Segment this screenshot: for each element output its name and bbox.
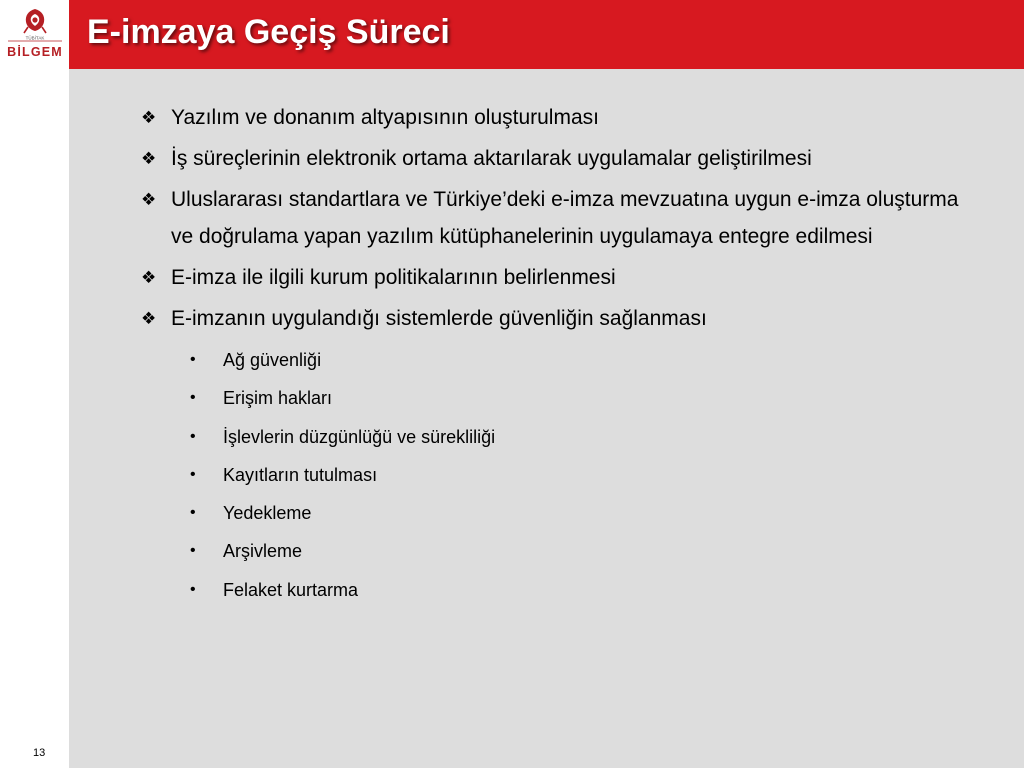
sub-bullet-list (171, 341, 965, 609)
sub-bullet-text: Yedekleme (223, 503, 312, 524)
sub-bullet-text: İşlevlerin düzgünlüğü ve sürekliliği (223, 426, 496, 447)
round-bullet-icon: • (190, 504, 196, 522)
tubitak-emblem-icon (24, 9, 46, 33)
diamond-bullet-icon: ❖ (141, 268, 157, 287)
sub-bullet-item (181, 571, 965, 609)
sub-bullet-item (181, 456, 965, 494)
sub-bullet-item (181, 418, 965, 456)
bullet-text: Uluslararası standartlara ve Türkiye’deki e-imza mevzuatına uygun e-imza oluşturma ve doğrulama yapan yazılım kütüphanelerinin uygulamaya entegre edilmesi (171, 188, 959, 248)
logo-small-text: TÜBİTAK (25, 35, 45, 41)
round-bullet-icon: • (190, 427, 196, 445)
round-bullet-icon: • (190, 351, 196, 368)
round-bullet-icon: • (190, 580, 196, 598)
sub-bullet-text: Arşivleme (223, 541, 303, 562)
sub-bullet-item (181, 532, 965, 570)
title-bar (69, 0, 1024, 69)
sub-bullet-item (181, 494, 965, 532)
bullet-item (135, 181, 965, 255)
diamond-bullet-icon: ❖ (141, 108, 157, 127)
sub-bullet-text: Felaket kurtarma (223, 579, 359, 600)
bullet-item (135, 140, 965, 177)
slide-title: E-imzaya Geçiş Süreci (87, 13, 450, 51)
round-bullet-icon: • (190, 542, 196, 560)
bullet-item (135, 99, 965, 136)
tubitak-bilgem-logo (4, 6, 66, 64)
bullet-item (135, 259, 965, 296)
bullet-text: İş süreçlerinin elektronik ortama aktarılarak uygulamalar geliştirilmesi (171, 147, 812, 170)
bullet-text: E-imza ile ilgili kurum politikalarının belirlenmesi (171, 266, 616, 289)
diamond-bullet-icon: ❖ (141, 190, 157, 209)
sub-bullet-text: Kayıtların tutulması (223, 464, 378, 485)
content-area (69, 69, 1024, 768)
bullet-text: E-imzanın uygulandığı sistemlerde güvenliğin sağlanması (171, 307, 707, 330)
bullet-text: Yazılım ve donanım altyapısının oluşturulması (171, 106, 599, 129)
logo-brand-text: BİLGEM (7, 45, 63, 59)
page-number: 13 (33, 747, 46, 759)
sub-bullet-item (181, 341, 965, 379)
sub-bullet-text: Erişim hakları (223, 388, 333, 409)
diamond-bullet-icon: ❖ (141, 309, 157, 328)
round-bullet-icon: • (190, 389, 196, 407)
diamond-bullet-icon: ❖ (141, 149, 157, 168)
sub-bullet-item (181, 379, 965, 417)
bullet-item (135, 300, 965, 609)
round-bullet-icon: • (190, 465, 196, 483)
sub-bullet-text: Ağ güvenliği (223, 350, 322, 370)
bullet-list (135, 99, 965, 613)
left-strip (0, 0, 69, 768)
